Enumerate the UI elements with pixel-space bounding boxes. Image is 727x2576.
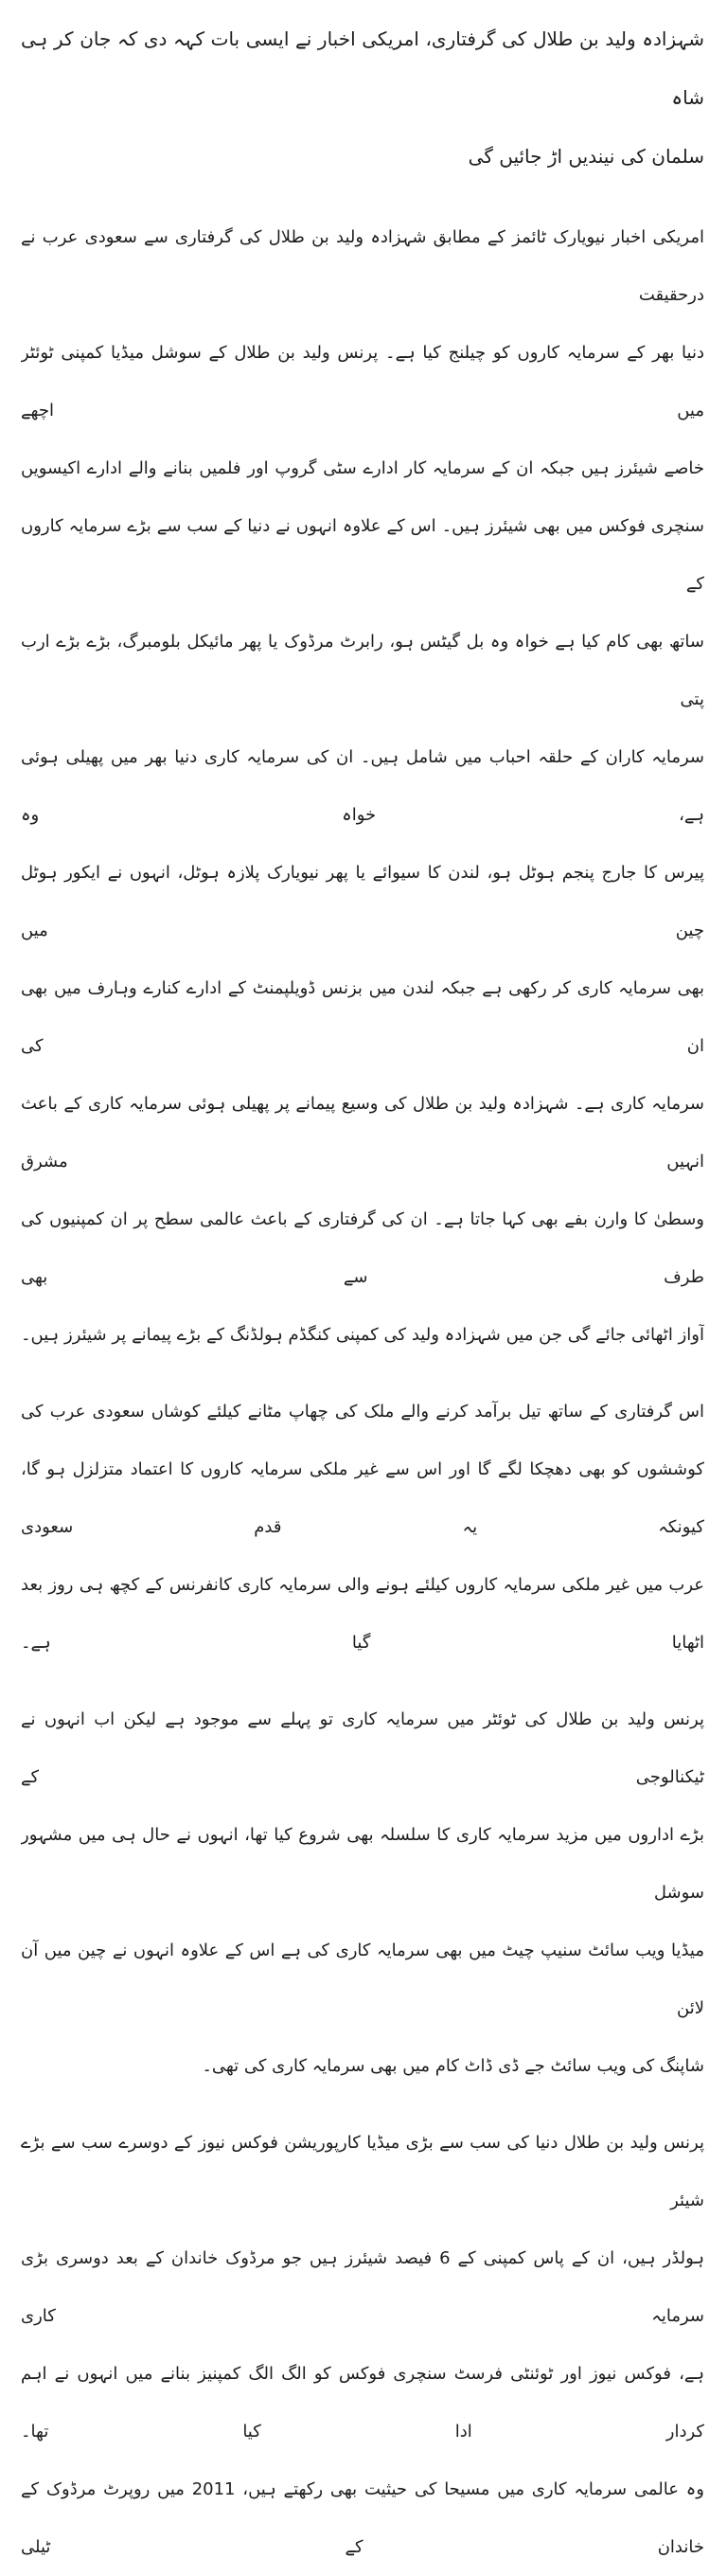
text-line: وسطیٰ کا وارن بفے بھی کہا جاتا ہے۔ ان کی گرفتاری کے باعث عالمی سطح پر ان کمپنیوں کی طرف سے بھی	[21, 1209, 704, 1287]
text-line: سنچری فوکس میں بھی شیئرز ہیں۔ اس کے علاوہ انہوں نے دنیا کے سب سے بڑے سرمایہ کاروں کے	[21, 516, 704, 594]
text-line: کوششوں کو بھی دھچکا لگے گا اور اس سے غیر ملکی سرمایہ کاروں کا اعتماد متزلزل ہو گا، کیونکہ یہ قدم سعودی	[21, 1459, 704, 1537]
article-headline	[21, 9, 704, 186]
paragraph	[21, 1383, 704, 1672]
text-line: سرمایہ کاران کے حلقہ احباب میں شامل ہیں۔ ان کی سرمایہ کاری دنیا بھر میں پھیلی ہوئی ہے، خواہ وہ	[21, 747, 704, 825]
text-line: سرمایہ کاری ہے۔ شہزادہ ولید بن طلال کی وسیع پیمانے پر پھیلی ہوئی سرمایہ کاری کے باعث انہیں مشرق	[21, 1094, 704, 1172]
text-line: ہے، فوکس نیوز اور ٹوئنٹی فرسٹ سنچری فوکس کو الگ الگ کمپنیز بنانے میں انہوں نے اہم کردار ادا کیا تھا۔	[21, 2364, 704, 2442]
text-line: اس گرفتاری کے ساتھ تیل برآمد کرنے والے ملک کی چھاپ مٹانے کیلئے کوشاں سعودی عرب کی	[21, 1402, 704, 1422]
headline-line: شہزادہ ولید بن طلال کی گرفتاری، امریکی اخبار نے ایسی بات کہہ دی کہ جان کر ہی شاہ	[21, 27, 704, 109]
text-line: بڑے اداروں میں مزید سرمایہ کاری کا سلسلہ بھی شروع کیا تھا، انہوں نے حال ہی میں مشہور سوشل	[21, 1825, 704, 1903]
paragraph	[21, 208, 704, 1364]
text-line: بھی سرمایہ کاری کر رکھی ہے جبکہ لندن میں بزنس ڈویلپمنٹ کے ادارے کنارے وہارف میں بھی ان کی	[21, 978, 704, 1056]
text-line: وہ عالمی سرمایہ کاری میں مسیحا کی حیثیت بھی رکھتے ہیں، 2011 میں روپرٹ مرڈوک کے خاندان کے ٹیلی	[21, 2479, 704, 2557]
text-line: دنیا بھر کے سرمایہ کاروں کو چیلنج کیا ہے۔ پرنس ولید بن طلال کے سوشل میڈیا کمپنی ٹوئٹر میں اچھے	[21, 343, 704, 420]
text-line: عرب میں غیر ملکی سرمایہ کاروں کیلئے ہونے والی سرمایہ کاری کانفرنس کے کچھ ہی روز بعد اٹھایا گیا ہے۔	[21, 1575, 704, 1653]
text-line: آواز اٹھائی جائے گی جن میں شہزادہ ولید کی کمپنی کنگڈم ہولڈنگ کے بڑے پیمانے پر شیئرز ہیں۔	[21, 1325, 704, 1345]
text-line: خاصے شیئرز ہیں جبکہ ان کے سرمایہ کار ادارے سٹی گروپ اور فلمیں بنانے والے ادارے اکیسویں	[21, 458, 704, 478]
text-line: ساتھ بھی کام کیا ہے خواہ وہ بل گیٹس ہو، رابرٹ مرڈوک یا پھر مائیکل بلومبرگ، بڑے بڑے ارب پتی	[21, 632, 704, 709]
text-line: شاپنگ کی ویب سائٹ جے ڈی ڈاٹ کام میں بھی سرمایہ کاری کی تھی۔	[202, 2056, 704, 2076]
paragraph	[21, 1690, 704, 2095]
headline-line: سلمان کی نیندیں اڑ جائیں گی	[468, 145, 704, 168]
paragraph	[21, 2114, 704, 2576]
text-line: میڈیا ویب سائٹ سنیپ چیٹ میں بھی سرمایہ کاری کی ہے اس کے علاوہ انہوں نے چین میں آن لائن	[21, 1941, 704, 2018]
text-line: پرنس ولید بن طلال کی ٹوئٹر میں سرمایہ کاری تو پہلے سے موجود ہے لیکن اب انہوں نے ٹیکنالوجی کے	[21, 1709, 704, 1787]
text-line: امریکی اخبار نیویارک ٹائمز کے مطابق شہزادہ ولید بن طلال کی گرفتاری سے سعودی عرب نے درحقیقت	[21, 227, 704, 305]
text-line: پیرس کا جارج پنجم ہوٹل ہو، لندن کا سیوائے یا پھر نیویارک پلازہ ہوٹل، انہوں نے ایکور ہوٹل چین میں	[21, 863, 704, 940]
text-line: ہولڈر ہیں، ان کے پاس کمپنی کے 6 فیصد شیئرز ہیں جو مرڈوک خاندان کے بعد دوسری بڑی سرمایہ کاری	[21, 2248, 704, 2326]
text-line: پرنس ولید بن طلال دنیا کی سب سے بڑی میڈیا کارپوریشن فوکس نیوز کے دوسرے سب سے بڑے شیئر	[21, 2133, 704, 2210]
